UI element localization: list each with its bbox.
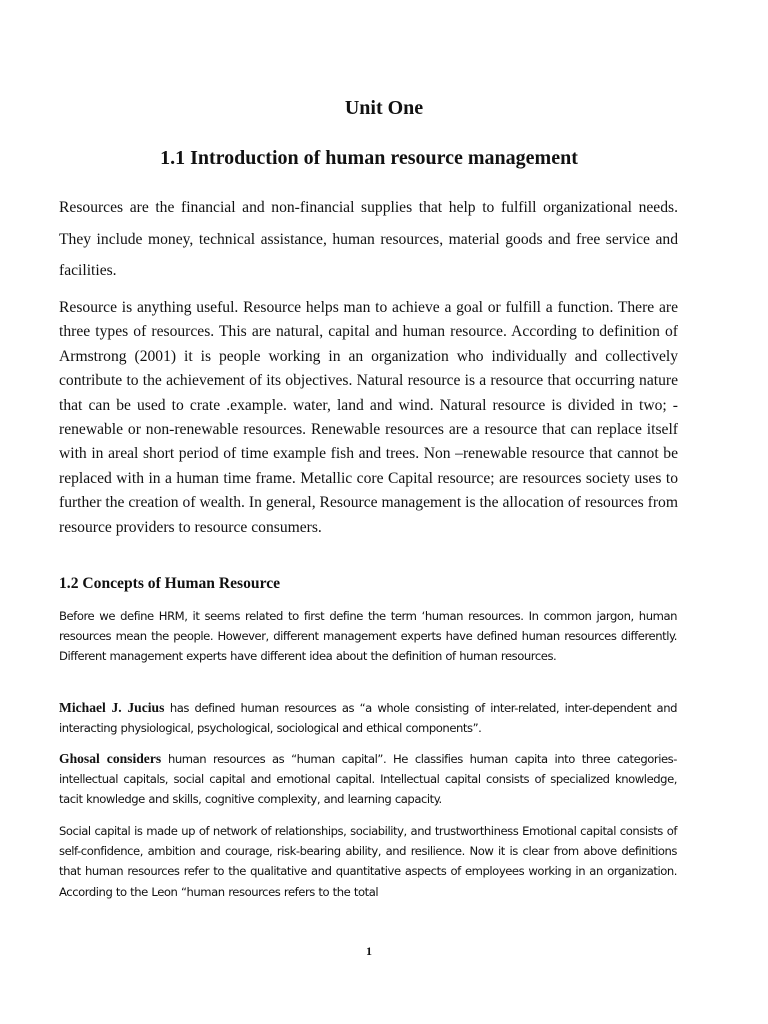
social-capital-paragraph: Social capital is made up of network of relationships, sociability, and trustworthiness Emotional capital consists of self-confidence, ambition and courage, risk-bearing ability, and resilience. Now it is clear from above definitions that human resources refer to the qualitative and quantitative aspects of employees working in an organization. According to the Leon “human resources refers to the total	[59, 824, 677, 899]
section-heading: 1.2 Concepts of Human Resource	[59, 575, 281, 592]
unit-title: Unit One	[344, 97, 424, 119]
page-number: 1	[366, 944, 372, 958]
hr-definition-paragraph: Before we define HRM, it seems related to first define the term ‘human resources. In common jargon, human resources mean the people. However, different management experts have defined human resources differently. Different management experts have different idea about the definition of human resources.	[59, 609, 677, 664]
jucius-paragraph	[59, 698, 677, 738]
ghosal-paragraph	[59, 749, 677, 810]
jucius-name: Michael J. Jucius	[59, 700, 165, 715]
main-heading: 1.1 Introduction of human resource management	[160, 147, 578, 169]
intro-paragraph-types: Resource is anything useful. Resource helps man to achieve a goal or fulfill a function. There are three types of resources. This are natural, capital and human resource. According to definition of Armstrong (2001) it is people working in an organization who individually and collectively contribute to the achievement of its objectives. Natural resource is a resource that occurring nature that can be used to crate .example. water, land and wind. Natural resource is divided in two; - renewable or non-renewable resources. Renewable resources are a resource that can replace itself with in areal short period of time example fish and trees. Non –renewable resource that cannot be replaced with in a human time frame. Metallic core Capital resource; are resources society uses to further the creation of wealth. In general, Resource management is the allocation of resources from resource providers to resource consumers.	[59, 299, 678, 536]
intro-paragraph-resources: Resources are the financial and non-financial supplies that help to fulfill organizational needs. They include money, technical assistance, human resources, material goods and free service and facilities.	[59, 199, 678, 279]
ghosal-name: Ghosal considers	[59, 751, 162, 766]
jucius-text: has defined human resources as “a whole consisting of inter-related, inter-dependent and interacting physiological, psychological, sociological and ethical components”.	[59, 701, 678, 736]
ghosal-text: human resources as “human capital”. He classifies human capita into three categories-intellectual capitals, social capital and emotional capital. Intellectual capital consists of specialized knowledge, tacit knowledge and skills, cognitive complexity, and learning capacity.	[59, 752, 677, 807]
